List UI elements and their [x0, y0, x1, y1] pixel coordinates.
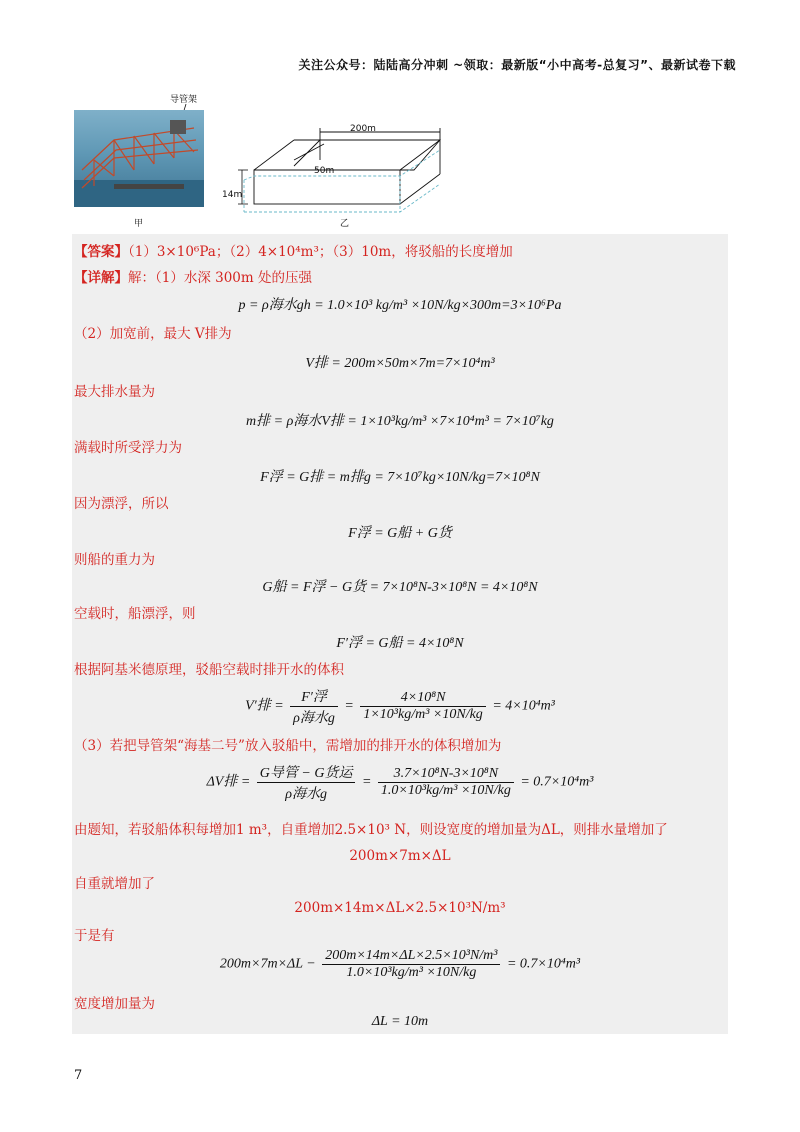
- detail-intro-line: [74, 268, 312, 288]
- barge-box-diagram: [224, 120, 454, 220]
- photo-label: 导管架: [170, 95, 198, 105]
- equation-13: ΔL = 10m: [371, 1014, 429, 1029]
- figure-area: [74, 92, 504, 232]
- eq9-lhs: ΔV排 =: [206, 774, 251, 790]
- eq9-fraction-1: [257, 762, 356, 803]
- eq9-fraction-2: [378, 766, 514, 799]
- text-p12: 于是有: [74, 928, 115, 944]
- equation-10: 200m×7m×ΔL: [349, 848, 451, 864]
- dim-width-label: 50m: [314, 166, 335, 176]
- text-p7: 空载时，船漂浮，则: [74, 606, 196, 622]
- text-p3: 最大排水量为: [74, 384, 155, 400]
- text-p8: 根据阿基米德原理，驳船空载时排开水的体积: [74, 662, 344, 678]
- text-p5: 因为漂浮，所以: [74, 496, 169, 512]
- text-p10: 由题知，若驳船体积每增加1 m³，自重增加2.5×10³ N，则设宽度的增加量为ΔL，则排水量增加了: [74, 822, 668, 838]
- eq9-den2: 1.0×10³kg/m³ ×10N/kg: [380, 783, 511, 798]
- eq8-fraction-2: [360, 690, 485, 723]
- dim-length-label: 200m: [350, 124, 376, 134]
- caption-b: 乙: [340, 219, 350, 229]
- eq8-den1: ρ海水g: [293, 711, 335, 726]
- jacket-photo: [74, 110, 204, 207]
- dim-height-label: 14m: [222, 190, 243, 200]
- answer-tag: 【答案】: [74, 244, 128, 260]
- page-header: 关注公众号：陆陆高分冲刺 ~领取：最新版“小中高考-总复习”、最新试卷下载: [298, 58, 736, 72]
- detail-intro: 解：（1）水深 300m 处的压强: [128, 270, 312, 286]
- equation-12: [72, 948, 728, 981]
- answer-line: [74, 242, 513, 262]
- eq12-lhs: 200m×7m×ΔL −: [219, 956, 316, 972]
- eq9-num1: G导管 − G货运: [257, 762, 356, 783]
- text-p2: （2）加宽前，最大 V排为: [74, 326, 232, 342]
- eq9-num2: 3.7×10⁸N-3×10⁸N: [378, 766, 514, 783]
- equation-4: F浮 = G排 = m排g = 7×10⁷kg×10N/kg=7×10⁸N: [260, 470, 540, 485]
- eq9-den1: ρ海水g: [285, 787, 327, 802]
- equation-7: F′浮 = G船 = 4×10⁸N: [336, 636, 464, 651]
- eq9-rhs: = 0.7×10⁴m³: [520, 774, 594, 790]
- text-p9: （3）若把导管架“海基二号”放入驳船中，需增加的排开水的体积增加为: [74, 738, 502, 754]
- eq8-lhs: V′排 =: [245, 698, 284, 714]
- eq12-num: 200m×14m×ΔL×2.5×10³N/m³: [322, 948, 500, 965]
- equation-8: V′排 = $\frac{\text{F′浮}}{\text{ρ海水g}}$ = $\frac{\text{4×10⁸N}}{\text{1×10³kg/m³ ×10N/kg}}$ = 4×10⁴m³: [72, 686, 728, 727]
- equation-6: G船 = F浮 − G货 = 7×10⁸N-3×10⁸N = 4×10⁸N: [262, 580, 538, 595]
- equation-11: 200m×14m×ΔL×2.5×10³N/m³: [294, 900, 506, 916]
- eq8-num1: F′浮: [290, 686, 338, 707]
- equation-9: ΔV排 = $\frac{\text{G导管 − G货运}}{\text{ρ海水g}}$ = $\frac{\text{3.7×10⁸N-3×10⁸N}}{\text{1.0×10³kg/m³ ×10N/kg}}$ = 0.7×10⁴m³: [72, 762, 728, 803]
- text-p4: 满载时所受浮力为: [74, 440, 182, 456]
- eq8-num2: 4×10⁸N: [360, 690, 485, 707]
- equation-5: F浮 = G船 + G货: [348, 526, 452, 541]
- eq8-den2: 1×10³kg/m³ ×10N/kg: [363, 707, 483, 722]
- equation-1: p = ρ海水gh = 1.0×10³ kg/m³ ×10N/kg×300m=3×10⁶Pa: [238, 298, 562, 313]
- detail-tag: 【详解】: [74, 270, 128, 286]
- eq8-fraction-1: [290, 686, 338, 727]
- text-p13: 宽度增加量为: [74, 996, 155, 1012]
- eq12-den: 1.0×10³kg/m³ ×10N/kg: [346, 965, 477, 980]
- text-p11: 自重就增加了: [74, 876, 155, 892]
- equation-2: V排 = 200m×50m×7m=7×10⁴m³: [305, 356, 495, 371]
- eq8-rhs: = 4×10⁴m³: [492, 698, 555, 714]
- eq12-fraction: [322, 948, 500, 981]
- page-number: 7: [74, 1068, 83, 1083]
- eq12-rhs: = 0.7×10⁴m³: [506, 956, 581, 972]
- caption-a: 甲: [134, 219, 144, 229]
- equation-3: m排 = ρ海水V排 = 1×10³kg/m³ ×7×10⁴m³ = 7×10⁷kg: [246, 414, 554, 429]
- text-p6: 则船的重力为: [74, 552, 155, 568]
- answer-text: （1）3×10⁶Pa；（2）4×10⁴m³；（3）10m，将驳船的长度增加: [128, 244, 513, 260]
